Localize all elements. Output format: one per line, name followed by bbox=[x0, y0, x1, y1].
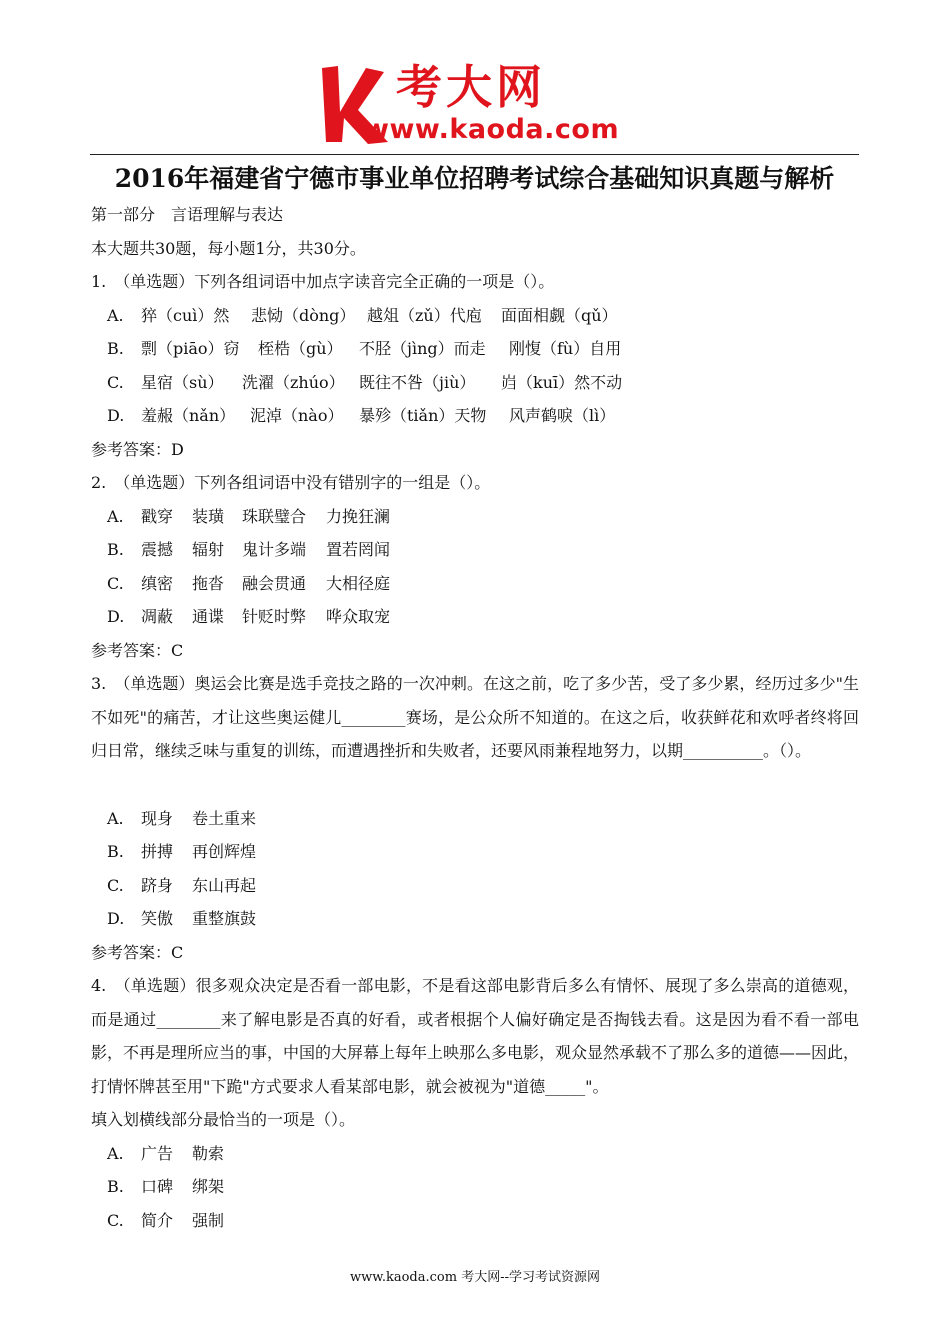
option-label: B. bbox=[107, 339, 124, 358]
option-word: 猝（cuì）然 bbox=[141, 306, 230, 325]
option-word: 暴殄（tiǎn）天物 bbox=[359, 406, 487, 425]
option-word: 拖沓 bbox=[192, 574, 225, 593]
option-word: 重整旗鼓 bbox=[192, 909, 257, 928]
option-word: 置若罔闻 bbox=[326, 540, 391, 559]
option-word: 拼搏 bbox=[141, 842, 174, 861]
option-label: B. bbox=[107, 1177, 124, 1196]
option-word: 口碑 bbox=[141, 1177, 174, 1196]
option-word: 针贬时弊 bbox=[242, 607, 307, 626]
option-word: 再创辉煌 bbox=[192, 842, 257, 861]
option-word: 岿（kuī）然不动 bbox=[501, 373, 623, 392]
question-1-answer: 参考答案：D bbox=[91, 440, 184, 459]
option-word: 星宿（sù） bbox=[141, 373, 224, 392]
question-4-prompt: 填入划横线部分最恰当的一项是（）。 bbox=[91, 1110, 356, 1129]
option-word: 羞赧（nǎn） bbox=[141, 406, 236, 425]
question-3-answer: 参考答案：C bbox=[91, 943, 184, 962]
option-word: 既往不咎（jiù） bbox=[359, 373, 476, 392]
option-label: A. bbox=[107, 809, 124, 828]
option-label: C. bbox=[107, 373, 124, 392]
option-word: 珠联璧合 bbox=[242, 507, 307, 526]
question-3-stem: 3. （单选题）奥运会比赛是选手竞技之路的一次冲刺。在这之前，吃了多少苦，受了多少累，经历过多少"生不如死"的痛苦，才让这些奥运健儿________赛场，是公众所不知道的。在这之后，收获鲜花和欢呼者终将回归日常，继续乏味与重复的训练，而遭遇挫折和失败者，还要风雨兼程地努力，以期__________。（）。 bbox=[91, 674, 859, 760]
option-label: B. bbox=[107, 540, 124, 559]
option-label: D. bbox=[107, 909, 125, 928]
option-word: 融会贯通 bbox=[242, 574, 307, 593]
question-1-stem: 1. （单选题）下列各组词语中加点字读音完全正确的一项是（）。 bbox=[91, 272, 555, 291]
option-word: 凋蔽 bbox=[141, 607, 174, 626]
option-label: B. bbox=[107, 842, 124, 861]
section-heading: 第一部分 言语理解与表达 bbox=[91, 205, 284, 224]
option-label: A. bbox=[107, 507, 124, 526]
question-2-answer: 参考答案：C bbox=[91, 641, 184, 660]
option-word: 力挽狂澜 bbox=[326, 507, 391, 526]
option-word: 戳穿 bbox=[141, 507, 174, 526]
option-word: 悲恸（dòng） bbox=[251, 306, 356, 325]
option-label: A. bbox=[107, 306, 124, 325]
question-4-stem: 4. （单选题）很多观众决定是否看一部电影，不是看这部电影背后多么有情怀、展现了多么崇高的道德观，而是通过________来了解电影是否真的好看，或者根据个人偏好确定是否掏钱去看。这是因为看不看一部电影，不再是理所应当的事，中国的大屏幕上每年上映那么多电影，观众显然承载不了那么多的道德——因此，打情怀牌甚至用"下跪"方式要求人看某部电影，就会被视为"道德_____"。 bbox=[91, 976, 860, 1096]
document-title: 2016年福建省宁德市事业单位招聘考试综合基础知识真题与解析 bbox=[114, 164, 835, 193]
option-word: 洗濯（zhúo） bbox=[242, 373, 345, 392]
option-word: 辐射 bbox=[192, 540, 225, 559]
option-word: 剽（piāo）窃 bbox=[141, 339, 240, 358]
option-word: 强制 bbox=[192, 1211, 225, 1230]
kaoda-logo bbox=[318, 62, 648, 154]
section-intro: 本大题共30题，每小题1分，共30分。 bbox=[91, 239, 366, 258]
option-word: 笑傲 bbox=[141, 909, 174, 928]
option-word: 不胫（jìng）而走 bbox=[359, 339, 486, 358]
option-word: 跻身 bbox=[141, 876, 174, 895]
option-word: 通谍 bbox=[192, 607, 225, 626]
option-word: 泥淖（nào） bbox=[250, 406, 344, 425]
question-2-stem: 2. （单选题）下列各组词语中没有错别字的一组是（）。 bbox=[91, 473, 491, 492]
option-word: 面面相觑（qǔ） bbox=[501, 306, 618, 325]
option-label: C. bbox=[107, 574, 124, 593]
option-word: 现身 bbox=[141, 809, 174, 828]
option-label: D. bbox=[107, 607, 125, 626]
option-word: 震撼 bbox=[141, 540, 174, 559]
page-footer: www.kaoda.com 考大网--学习考试资源网 bbox=[350, 1270, 600, 1285]
option-label: D. bbox=[107, 406, 125, 425]
option-word: 广告 bbox=[141, 1144, 174, 1163]
logo-title: 考大网 bbox=[396, 60, 546, 114]
option-word: 风声鹤唳（lì） bbox=[509, 406, 616, 425]
option-word: 绑架 bbox=[192, 1177, 225, 1196]
option-word: 大相径庭 bbox=[326, 574, 391, 593]
option-label: C. bbox=[107, 1211, 124, 1230]
option-word: 缜密 bbox=[141, 574, 174, 593]
option-word: 鬼计多端 bbox=[242, 540, 307, 559]
option-word: 哗众取宠 bbox=[326, 607, 391, 626]
option-label: A. bbox=[107, 1144, 124, 1163]
option-word: 装璜 bbox=[192, 507, 225, 526]
option-word: 勒索 bbox=[192, 1144, 225, 1163]
option-label: C. bbox=[107, 876, 124, 895]
option-word: 简介 bbox=[141, 1211, 174, 1230]
logo-url: www.kaoda.com bbox=[364, 114, 620, 145]
option-word: 越俎（zǔ）代庖 bbox=[367, 306, 482, 325]
option-word: 东山再起 bbox=[192, 876, 257, 895]
option-word: 卷土重来 bbox=[192, 809, 257, 828]
header-divider bbox=[90, 154, 859, 155]
option-word: 桎梏（gù） bbox=[258, 339, 343, 358]
option-word: 刚愎（fù）自用 bbox=[509, 339, 622, 358]
